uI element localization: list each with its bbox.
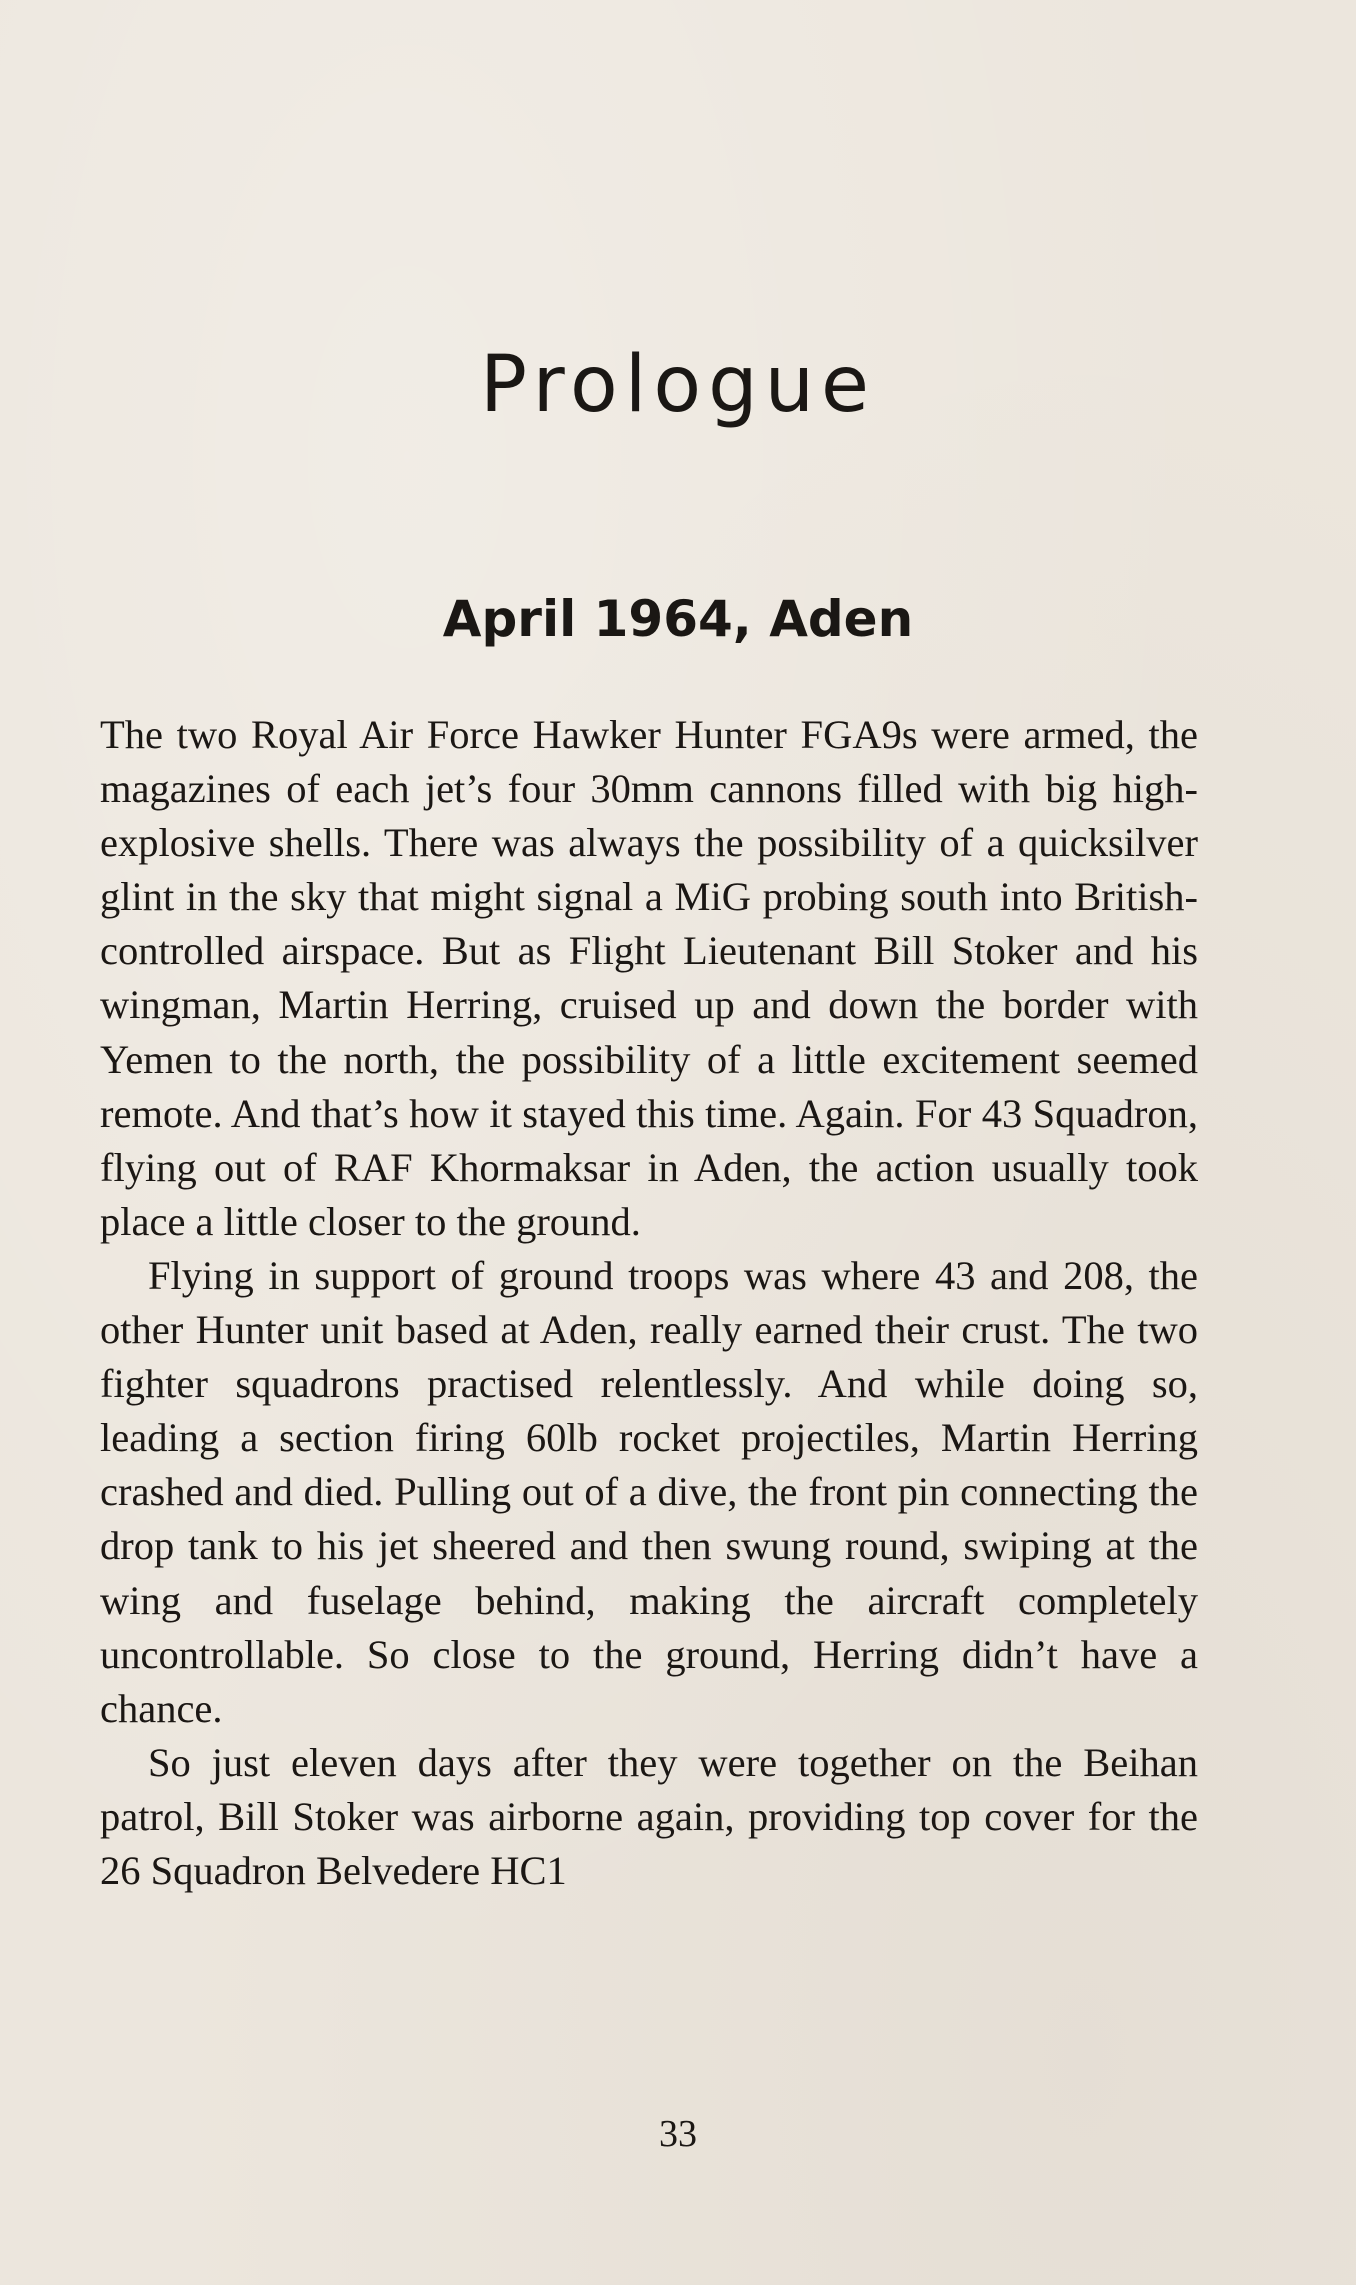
page-number: 33: [659, 2113, 697, 2155]
section-heading: April 1964, Aden: [442, 590, 914, 648]
paragraph: Flying in support of ground troops was where 43 and 208, the other Hunter unit based at Aden, really earned their crust. The two fighter squadrons practised relentlessly. And while doing so, leading a section firing 60lb rocket projectiles, Martin Herring crashed and died. Pulling out of a dive, the front pin connecting the drop tank to his jet sheered and then swung round, swiping at the wing and fuselage behind, making the aircraft completely uncontrollable. So close to the ground, Herring didn’t have a chance.: [100, 1252, 1198, 1731]
paragraph: So just eleven days after they were together on the Beihan patrol, Bill Stoker was airborne again, providing top cover for the 26 Squadron Belvedere HC1: [100, 1739, 1198, 1893]
paragraph: The two Royal Air Force Hawker Hunter FGA9s were armed, the magazines of each jet’s four 30mm cannons filled with big high-explosive shells. There was always the possibility of a quicksilver glint in the sky that might signal a MiG probing south into British-controlled airspace. But as Flight Lieutenant Bill Stoker and his wingman, Martin Herring, cruised up and down the border with Yemen to the north, the possibility of a little excitement seemed remote. And that’s how it stayed this time. Again. For 43 Squadron, flying out of RAF Khormaksar in Aden, the action usually took place a little closer to the ground.: [100, 712, 1198, 1244]
body-text: [100, 708, 1198, 1898]
chapter-title: Prologue: [479, 340, 877, 430]
